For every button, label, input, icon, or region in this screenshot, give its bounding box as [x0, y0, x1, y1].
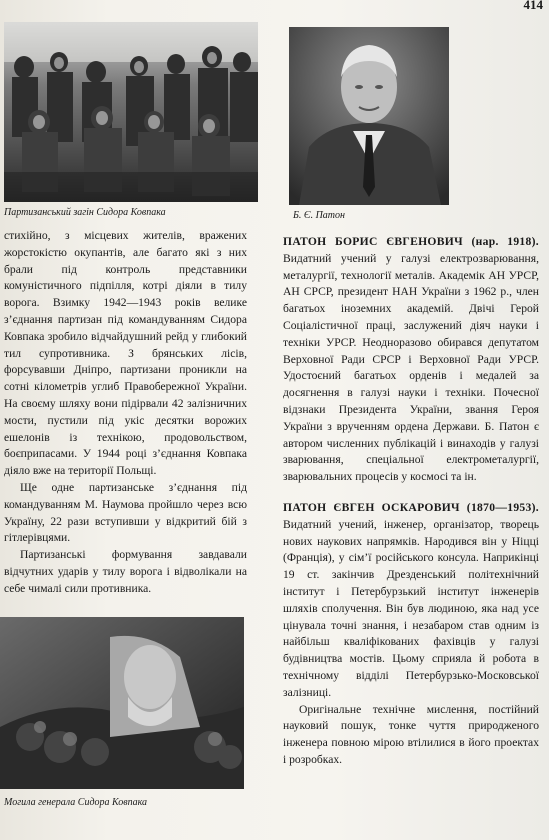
bio-boris-paton	[283, 234, 539, 486]
bio-yevhen-paton-text: Видатний учений, інженер, організатор, творець нових наукових напрямків. Народився він у Ніцці (Франція), у сім’ї російського консула. Наприкінці 19 ст. закінчив Дрезденський політехнічний інститут і Петербурзький інститут інженерів шляхів сполучення. Він був людиною, яка над усе цінувала точні знання, і незабаром став одним із найбільш кваліфікованих фахівців у галузі будівництва мостів. Цьому сприяла й робота в технічному відділі Петербурзько-Московської залізниці.	[283, 517, 539, 699]
bio-boris-paton-name: ПАТОН БОРИС ЄВГЕНОВИЧ (нар. 1918).	[283, 235, 539, 248]
partisan-photo-caption: Партизанський загін Сидора Ковпака	[4, 207, 166, 218]
paton-portrait-image	[289, 27, 449, 205]
kovpak-grave-photo	[0, 617, 244, 789]
paragraph-naumov: Ще одне партизанське з’єднання під командуванням М. Наумова пройшло через всю Україну, 22 рази вступивши у відкритий бій з гітлерівцями.	[4, 480, 247, 545]
bio-yevhen-paton-name: ПАТОН ЄВГЕН ОСКАРОВИЧ (1870—1953).	[283, 500, 539, 514]
partisans-image	[4, 22, 258, 202]
bio-boris-paton-text: Видатний учений у галузі електрозварювання, металургії, технології металів. Академік АН УРСР, АН СРСР, президент НАН України з 1962 р., член багатьох іноземних академій. Двічі Герой Соціалістичної праці, заслужений діяч науки і техніки УРСР. Неодноразово обирався депутатом Верховної Ради СРСР і Верховної Ради УРСР. Удостоєний багатьох орденів і медалей за досягнення в галузі науки і техніки. Почесної відзнаки Президента України, звання Героя України з врученням ордена Держави. Б. Патон є автором численних публікацій і винаходів у галузі зварювання, спеціальної електрометалургії, зварювальних процесів у космосі та ін.	[283, 251, 539, 484]
partisan-detachment-photo	[4, 22, 258, 202]
left-text-column	[4, 228, 247, 598]
grave-photo-caption: Могила генерала Сидора Ковпака	[4, 797, 148, 808]
page-number: 414	[523, 0, 543, 12]
paton-photo-caption: Б. Є. Патон	[293, 210, 345, 221]
paragraph-kovpak-raid: стихійно, з місцевих жителів, вражених жорстокістю окупантів, але багато які з них брали під контроль представники комуністичного підпілля, котрі діяли в тилу ворога. Взимку 1942—1943 років велике з’єднання партизан під командуванням Сидора Ковпака зробило відчайдушний рейд у глибокий тил супротивника. З брянських лісів, форсувавши Дніпро, партизани проникли на сотні кілометрів углиб Правобережної України. На своєму шляху вони підірвали 42 залізничних мости, пустили під укіс десятки ворожих ешелонів із технікою, продовольством, боєприпасами. У 1944 році з’єднання Ковпака діяло вже на території Польщі.	[4, 229, 247, 478]
right-text-column	[283, 234, 539, 769]
paragraph-engineering-thinking: Оригінальне технічне мислення, постійний науковий пошук, тонке чуття природженого інженера повною мірою втілилися в його проектах і розробках.	[283, 702, 539, 766]
kovpak-grave-image	[0, 617, 244, 789]
paton-portrait-photo	[289, 27, 449, 205]
paragraph-partisan-formations: Партизанські формування завдавали відчутних ударів у тилу ворога і відволікали на себе чималі сили противника.	[4, 548, 247, 595]
bio-yevhen-paton	[283, 500, 539, 702]
